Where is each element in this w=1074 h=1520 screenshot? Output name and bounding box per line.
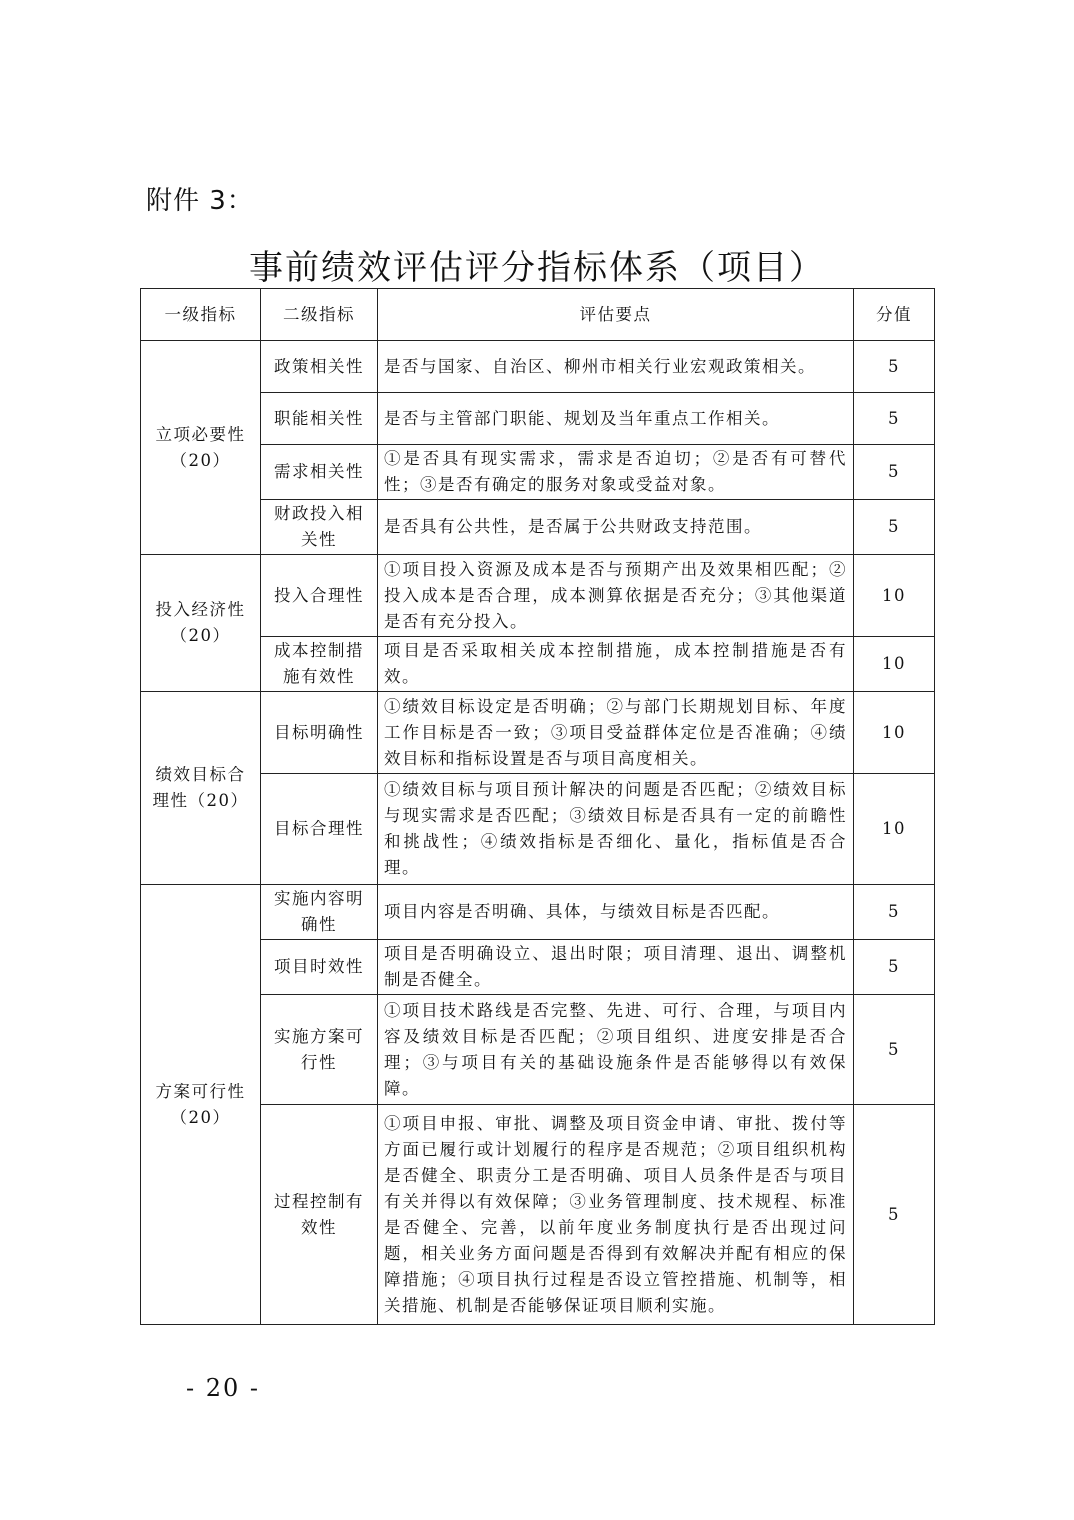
score-value: 5 bbox=[854, 445, 935, 500]
table-row bbox=[141, 995, 935, 1105]
score-value: 5 bbox=[854, 940, 935, 995]
score-value: 10 bbox=[854, 555, 935, 637]
secondary-indicator: 政策相关性 bbox=[261, 341, 378, 393]
evaluation-points: 是否与国家、自治区、柳州市相关行业宏观政策相关。 bbox=[378, 341, 854, 393]
evaluation-points: ①是否具有现实需求，需求是否迫切；②是否有可替代性；③是否有确定的服务对象或受益对象。 bbox=[378, 445, 854, 500]
table-row bbox=[141, 445, 935, 500]
score-value: 5 bbox=[854, 885, 935, 940]
secondary-indicator: 目标合理性 bbox=[261, 774, 378, 885]
table-row bbox=[141, 393, 935, 445]
secondary-indicator: 目标明确性 bbox=[261, 692, 378, 774]
primary-indicator-name: 投入经济性 bbox=[155, 600, 246, 619]
primary-indicator-name: 立项必要性 bbox=[155, 424, 246, 444]
primary-indicator-cell bbox=[141, 692, 261, 885]
score-value: 5 bbox=[854, 1105, 935, 1325]
primary-indicator-name: 方案可行性 bbox=[155, 1081, 246, 1101]
evaluation-points: 项目是否明确设立、退出时限；项目清理、退出、调整机制是否健全。 bbox=[378, 940, 854, 995]
secondary-indicator: 职能相关性 bbox=[261, 393, 378, 445]
secondary-indicator: 财政投入相关性 bbox=[261, 500, 378, 555]
header-value: 分值 bbox=[854, 289, 935, 341]
evaluation-points: ①项目申报、审批、调整及项目资金申请、审批、拨付等方面已履行或计划履行的程序是否规范；②项目组织机构是否健全、职责分工是否明确、项目人员条件是否与项目有关并得以有效保障；③业务管理制度、技术规程、标准是否健全、完善，以前年度业务制度执行是否出现过问题，相关业务方面问题是否得到有效解决并配有相应的保障措施；④项目执行过程是否设立管控措施、机制等，相关措施、机制是否能够保证项目顺利实施。 bbox=[378, 1105, 854, 1325]
evaluation-points: 项目是否采取相关成本控制措施，成本控制措施是否有效。 bbox=[378, 637, 854, 692]
table-row bbox=[141, 885, 935, 940]
table-row bbox=[141, 1105, 935, 1325]
table-row bbox=[141, 555, 935, 637]
indicator-table bbox=[140, 288, 935, 1325]
evaluation-points: ①项目投入资源及成本是否与预期产出及效果相匹配；②投入成本是否合理，成本测算依据是否充分；③其他渠道是否有充分投入。 bbox=[378, 555, 854, 637]
score-value: 5 bbox=[854, 341, 935, 393]
primary-indicator-cell bbox=[141, 885, 261, 1325]
table-row bbox=[141, 341, 935, 393]
evaluation-points: 是否与主管部门职能、规划及当年重点工作相关。 bbox=[378, 393, 854, 445]
score-value: 10 bbox=[854, 774, 935, 885]
primary-indicator-name: 绩效目标合理性（20） bbox=[152, 765, 249, 810]
page-title: 事前绩效评估评分指标体系（项目） bbox=[249, 248, 825, 288]
table-row bbox=[141, 774, 935, 885]
secondary-indicator: 实施内容明确性 bbox=[261, 885, 378, 940]
primary-indicator-score: （20） bbox=[170, 450, 231, 470]
score-value: 5 bbox=[854, 500, 935, 555]
primary-indicator-score: （20） bbox=[170, 1107, 231, 1127]
secondary-indicator: 需求相关性 bbox=[261, 445, 378, 500]
score-value: 10 bbox=[854, 692, 935, 774]
evaluation-points: ①绩效目标设定是否明确；②与部门长期规划目标、年度工作目标是否一致；③项目受益群体定位是否准确；④绩效目标和指标设置是否与项目高度相关。 bbox=[378, 692, 854, 774]
evaluation-points: 项目内容是否明确、具体，与绩效目标是否匹配。 bbox=[378, 885, 854, 940]
secondary-indicator: 项目时效性 bbox=[261, 940, 378, 995]
score-value: 5 bbox=[854, 393, 935, 445]
header-points: 评估要点 bbox=[378, 289, 854, 341]
evaluation-points: ①绩效目标与项目预计解决的问题是否匹配；②绩效目标与现实需求是否匹配；③绩效目标是否具有一定的前瞻性和挑战性；④绩效指标是否细化、量化，指标值是否合理。 bbox=[378, 774, 854, 885]
primary-indicator-score: （20） bbox=[170, 626, 231, 645]
secondary-indicator: 过程控制有效性 bbox=[261, 1105, 378, 1325]
score-value: 5 bbox=[854, 995, 935, 1105]
table-header-row bbox=[141, 289, 935, 341]
secondary-indicator: 成本控制措施有效性 bbox=[261, 637, 378, 692]
secondary-indicator: 投入合理性 bbox=[261, 555, 378, 637]
page-number: - 20 - bbox=[186, 1374, 261, 1402]
evaluation-points: ①项目技术路线是否完整、先进、可行、合理，与项目内容及绩效目标是否匹配；②项目组织、进度安排是否合理；③与项目有关的基础设施条件是否能够得以有效保障。 bbox=[378, 995, 854, 1105]
attachment-label: 附件 3： bbox=[146, 186, 254, 216]
header-secondary: 二级指标 bbox=[261, 289, 378, 341]
secondary-indicator: 实施方案可行性 bbox=[261, 995, 378, 1105]
table-row bbox=[141, 940, 935, 995]
evaluation-points: 是否具有公共性，是否属于公共财政支持范围。 bbox=[378, 500, 854, 555]
score-value: 10 bbox=[854, 637, 935, 692]
primary-indicator-cell bbox=[141, 341, 261, 555]
table-row bbox=[141, 637, 935, 692]
table-row bbox=[141, 500, 935, 555]
header-primary: 一级指标 bbox=[141, 289, 261, 341]
table-row bbox=[141, 692, 935, 774]
primary-indicator-cell bbox=[141, 555, 261, 692]
